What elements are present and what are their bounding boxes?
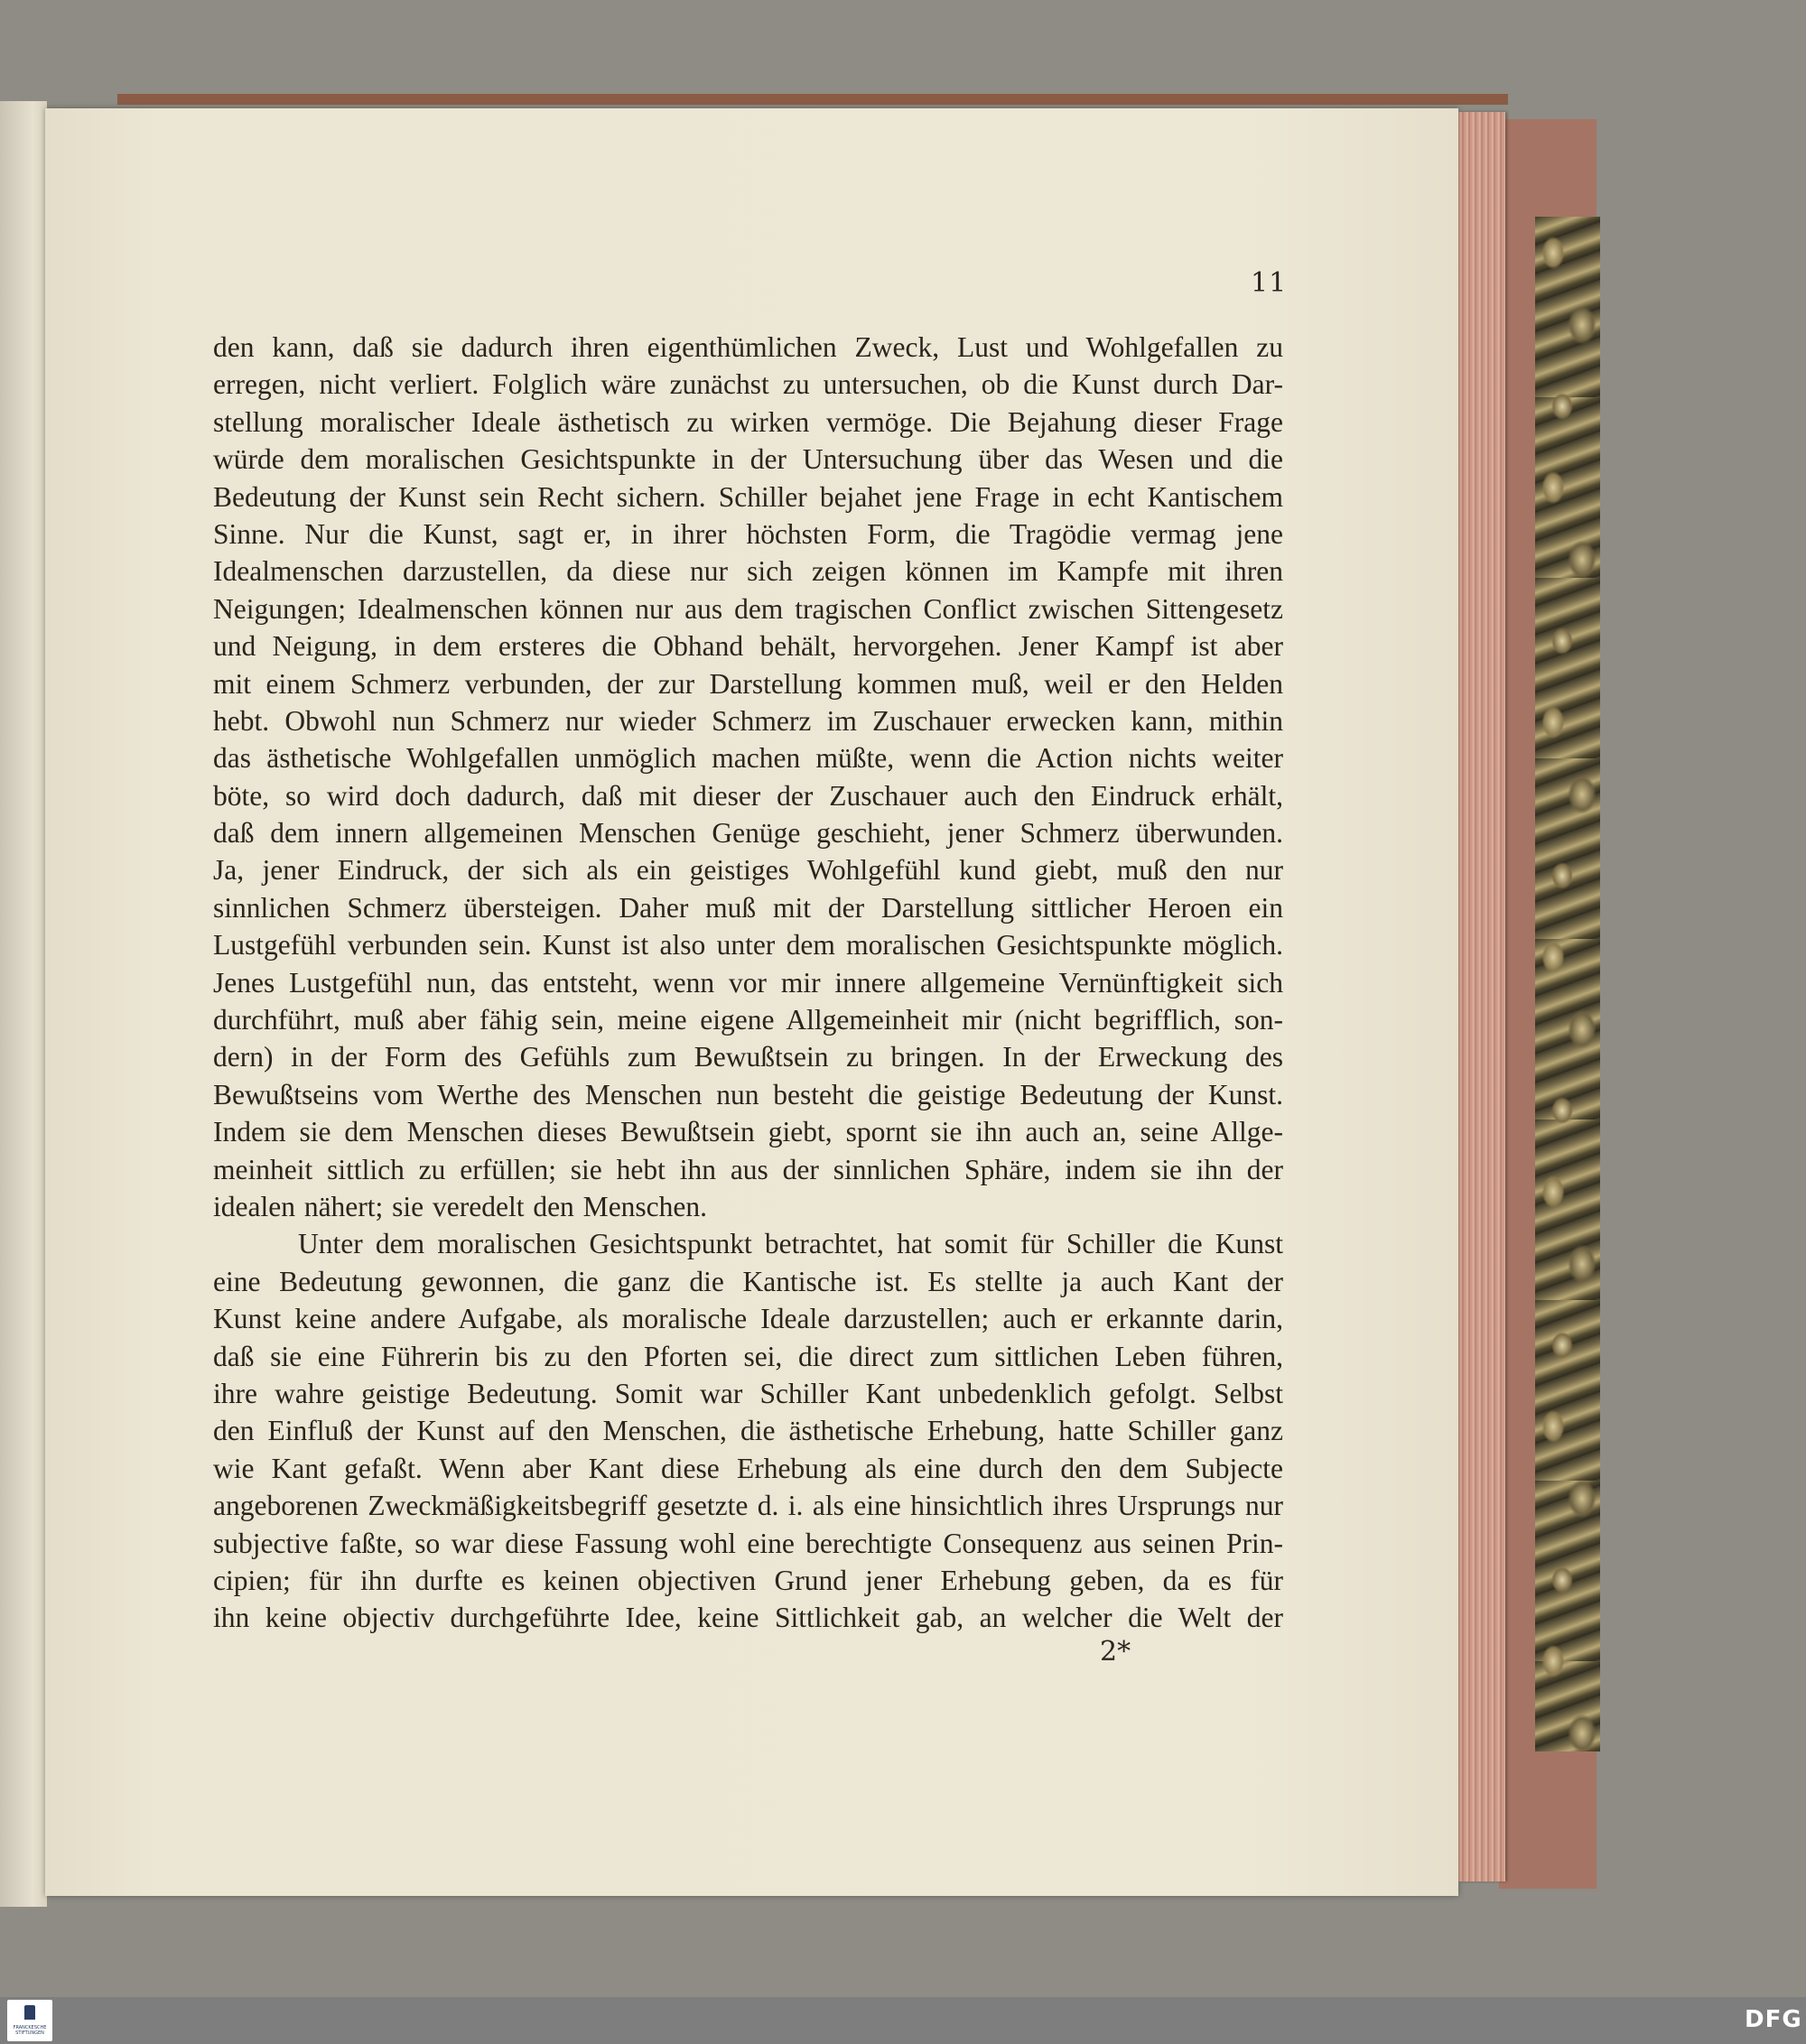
text-line: cipien; für ihn durfte es keinen objectiven Grund jener Erhebung geben, da es für [213, 1564, 1283, 1596]
sheet-signature: 2* [1100, 1636, 1131, 1668]
left-page-edge [0, 101, 47, 1907]
text-line: daß dem innern allgemeinen Menschen Genüge geschieht, jener Schmerz überwunden. [213, 817, 1283, 850]
text-line: wie Kant gefaßt. Wenn aber Kant diese Erhebung als eine durch den dem Subjecte [213, 1452, 1283, 1484]
text-line: mit einem Schmerz verbunden, der zur Darstellung kommen muß, weil er den Helden [213, 667, 1283, 700]
dfg-logo[interactable]: DFG [1745, 2006, 1802, 2033]
text-line: Unter dem moralischen Gesichtspunkt betrachtet, hat somit für Schiller die Kunst [298, 1228, 1283, 1260]
text-line: idealen nähert; sie veredelt den Menschen. [213, 1190, 708, 1222]
viewer-footer [0, 1997, 1806, 2044]
text-line: hebt. Obwohl nun Schmerz nur wieder Schmerz im Zuschauer erwecken kann, mithin [213, 704, 1283, 737]
institution-logo-caption: FRANCKESCHE STIFTUNGEN [13, 2025, 47, 2036]
text-line: durchführt, muß aber fähig sein, meine eigene Allgemeinheit mir (nicht begrifflich, son- [213, 1004, 1283, 1036]
text-line: den kann, daß sie dadurch ihren eigenthümlichen Zweck, Lust und Wohlgefallen zu [213, 331, 1283, 363]
body-text [213, 329, 1283, 1637]
text-line: ihn keine objectiv durchgeführte Idee, keine Sittlichkeit gab, an welcher die Welt der [213, 1602, 1283, 1634]
text-line: ihre wahre geistige Bedeutung. Somit war Schiller Kant unbedenklich gefolgt. Selbst [213, 1377, 1283, 1409]
text-line: meinheit sittlich zu erfüllen; sie hebt ihn aus der sinnlichen Sphäre, indem sie ihn der [213, 1153, 1283, 1185]
page-stack-edge [1458, 112, 1505, 1881]
text-line: würde dem moralischen Gesichtspunkte in der Untersuchung über das Wesen und die [213, 443, 1283, 476]
text-line: subjective faßte, so war diese Fassung wohl eine berechtigte Consequenz aus seinen Prin- [213, 1527, 1283, 1559]
text-line: böte, so wird doch dadurch, daß mit dieser der Zuschauer auch den Eindruck erhält, [213, 779, 1283, 812]
text-line: erregen, nicht verliert. Folglich wäre zunächst zu untersuchen, ob die Kunst durch Dar- [213, 368, 1283, 401]
text-line: und Neigung, in dem ersteres die Obhand behält, hervorgehen. Jener Kampf ist aber [213, 630, 1283, 663]
text-line: Sinne. Nur die Kunst, sagt er, in ihrer höchsten Form, die Tragödie vermag jene [213, 517, 1283, 550]
text-line: eine Bedeutung gewonnen, die ganz die Kantische ist. Es stellte ja auch Kant der [213, 1265, 1283, 1297]
text-line: Neigungen; Idealmenschen können nur aus dem tragischen Conflict zwischen Sittengesetz [213, 592, 1283, 625]
text-line: sinnlichen Schmerz übersteigen. Daher muß mit der Darstellung sittlicher Heroen ein [213, 891, 1283, 924]
text-line: Jenes Lustgefühl nun, das entsteht, wenn vor mir innere allgemeine Vernünftigkeit sich [213, 966, 1283, 999]
text-line: das ästhetische Wohlgefallen unmöglich machen müßte, wenn die Action nichts weiter [213, 742, 1283, 775]
text-line: Ja, jener Eindruck, der sich als ein geistiges Wohlgefühl kund giebt, muß den nur [213, 854, 1283, 887]
building-icon [24, 2005, 35, 2020]
text-line: Lustgefühl verbunden sein. Kunst ist also unter dem moralischen Gesichtspunkte möglich. [213, 929, 1283, 962]
text-line: Idealmenschen darzustellen, da diese nur sich zeigen können im Kampfe mit ihren [213, 555, 1283, 588]
book-top-edge [117, 94, 1508, 105]
text-line: daß sie eine Führerin bis zu den Pforten sei, die direct zum sittlichen Leben führen, [213, 1340, 1283, 1372]
text-line: Indem sie dem Menschen dieses Bewußtsein giebt, spornt sie ihn auch an, seine Allge- [213, 1116, 1283, 1148]
text-line: angeborenen Zweckmäßigkeitsbegriff gesetzte d. i. als eine hinsichtlich ihres Ursprungs nur [213, 1490, 1283, 1522]
text-line: Bedeutung der Kunst sein Recht sichern. Schiller bejahet jene Frage in echt Kantischem [213, 480, 1283, 513]
text-line: dern) in der Form des Gefühls zum Bewußtsein zu bringen. In der Erweckung des [213, 1041, 1283, 1073]
text-line: Bewußtseins vom Werthe des Menschen nun besteht die geistige Bedeutung der Kunst. [213, 1078, 1283, 1110]
text-line: den Einfluß der Kunst auf den Menschen, die ästhetische Erhebung, hatte Schiller ganz [213, 1415, 1283, 1447]
marbled-cover [1535, 217, 1600, 1751]
page-number: 11 [1251, 267, 1288, 299]
text-line: Kunst keine andere Aufgabe, als moralische Ideale darzustellen; auch er erkannte darin, [213, 1303, 1283, 1335]
institution-logo[interactable] [7, 2000, 52, 2041]
text-line: stellung moralischer Ideale ästhetisch zu wirken vermöge. Die Bejahung dieser Frage [213, 405, 1283, 438]
